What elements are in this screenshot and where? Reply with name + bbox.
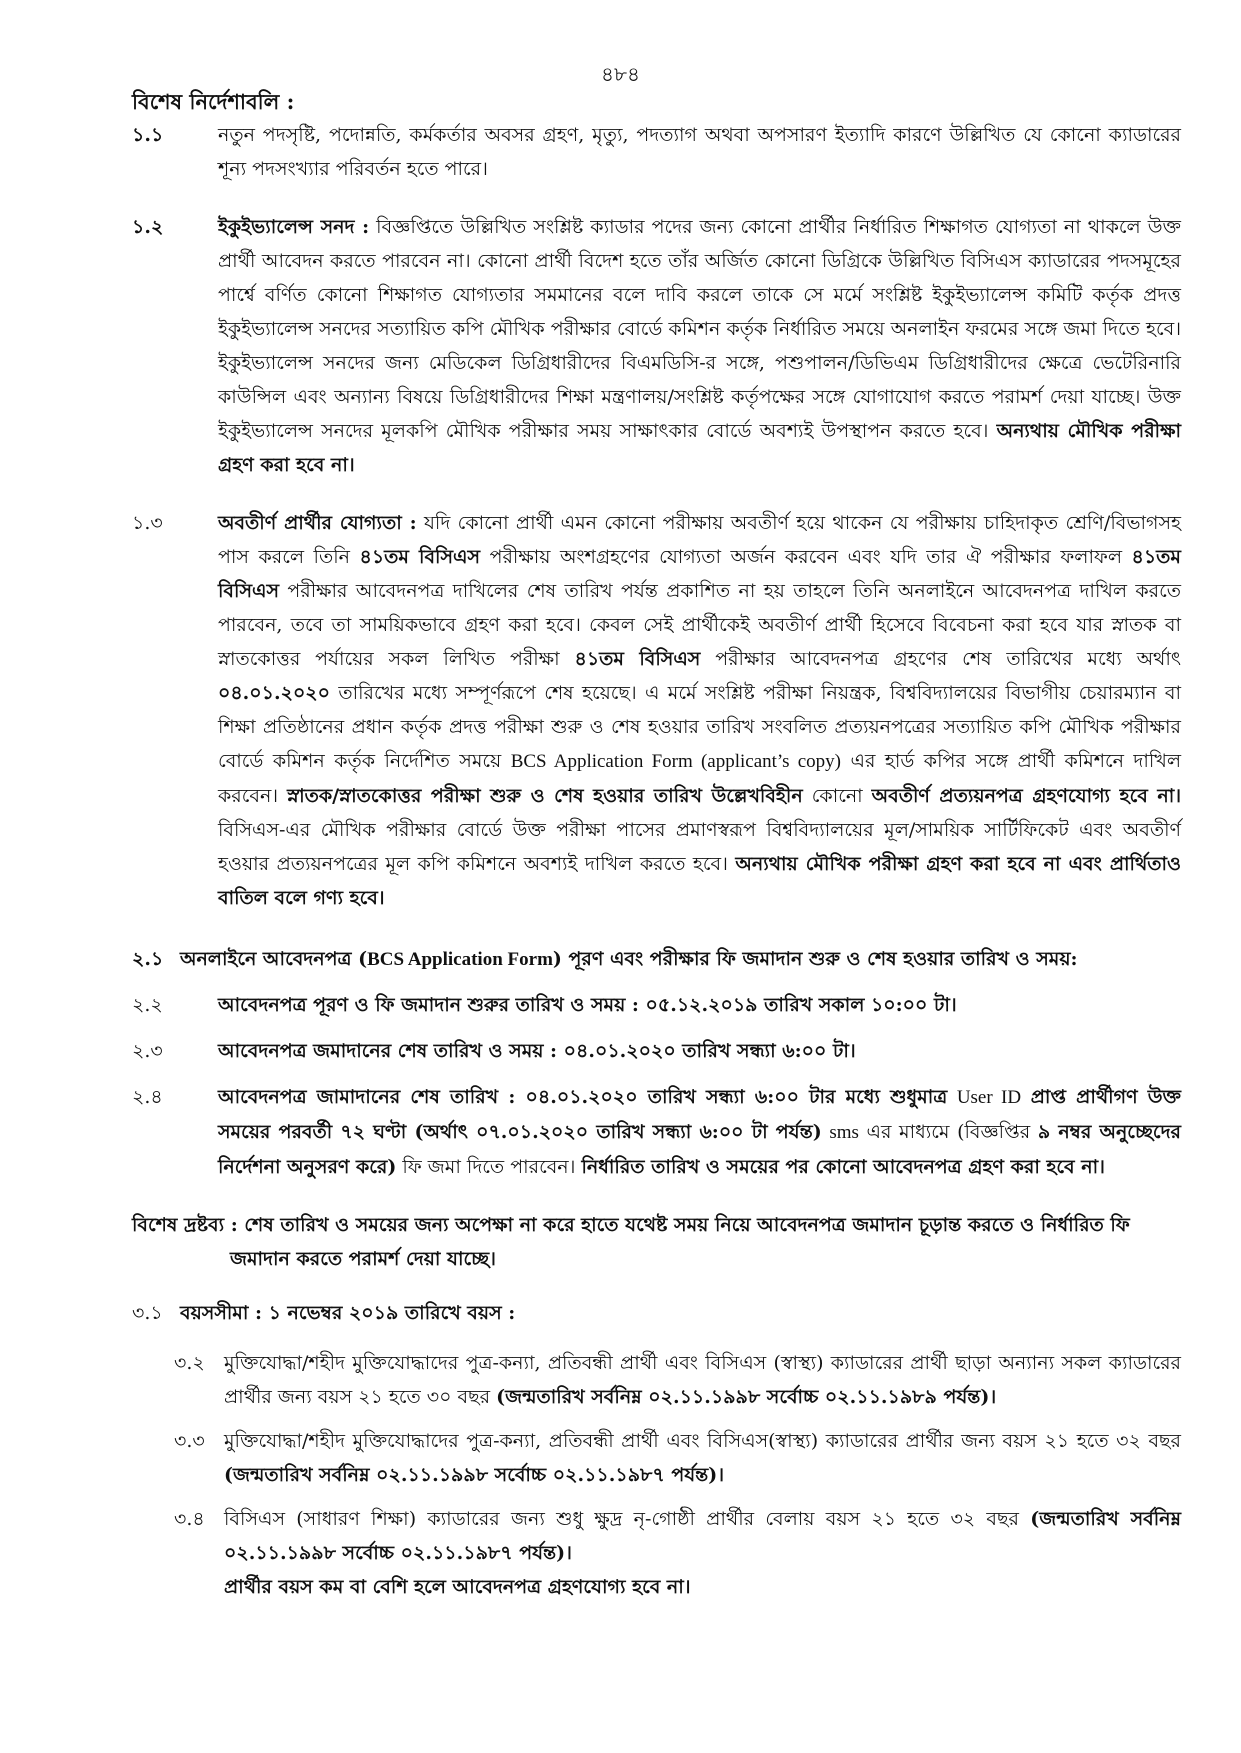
final-note: প্রার্থীর বয়স কম বা বেশি হলে আবেদনপত্র গ্রহণযোগ্য হবে না। — [224, 1576, 691, 1598]
text-bold: নির্ধারিত তারিখ ও সময়ের পর কোনো আবেদনপত্র গ্রহণ করা হবে না। — [581, 1156, 1105, 1178]
item-text — [218, 506, 1181, 915]
text-part: অনলাইনে আবেদনপত্র ( — [180, 948, 368, 970]
item-1-3 — [132, 506, 1181, 915]
text-part: তারিখের মধ্যে সম্পূর্ণরূপে শেষ হয়েছে। এ মর্মে সংশ্লিষ্ট পরীক্ষা নিয়ন্ত্রক, বিশ্ববিদ্যালয়ের বিভাগীয় চেয়ারম্যান বা শিক্ষা প্রতিষ্ঠানের প্রধান কর্তৃক প্রদত্ত পরীক্ষা শুরু ও শেষ হওয়ার তারিখ সংবলিত প্রত্যয়নপত্রের সত্যায়িত কপি মৌখিক পরীক্ষার বোর্ডে কমিশন কর্তৃক নির্দেশিত সময়ে — [218, 682, 1181, 772]
text-part: পরীক্ষার আবেদনপত্র দাখিলের শেষ তারিখ পর্যন্ত প্রকাশিত না হয় তাহলে তিনি অনলাইনে আবেদনপত্র দাখিল করতে পারবেন, তবে তা সাময়িকভাবে গ্রহণ করা হবে। কেবল সেই প্রার্থীকেই অবতীর্ণ প্রার্থী হিসেবে বিবেচনা করা হবে যার স্নাতক বা স্নাতকোত্তর পর্যায়ের সকল লিখিত পরীক্ষা — [218, 580, 1181, 670]
item-text: আবেদনপত্র পূরণ ও ফি জমাদান শুরুর তারিখ ও সময় : ০৫.১২.২০১৯ তারিখ সকাল ১০:০০ টা। — [218, 994, 957, 1016]
age-limit-title: বয়সসীমা : ১ নভেম্বর ২০১৯ তারিখে বয়স : — [180, 1302, 516, 1324]
item-1-1 — [132, 118, 1181, 186]
text-part: ফি জমা দিতে পারবেন। — [402, 1156, 576, 1178]
item-number: ১.৩ — [132, 512, 163, 534]
item-number: ১.১ — [132, 124, 164, 146]
text-part: বিসিএস-এর মৌখিক পরীক্ষার বোর্ডে উক্ত পরীক্ষা পাসের প্রমাণস্বরূপ বিশ্ববিদ্যালয়ের মূল/সাময়িক সার্টিফিকেট এবং অবতীর্ণ হওয়ার প্রত্যয়নপত্রের মূল কপি কমিশনে অবশ্যই দাখিল করতে হবে। — [218, 819, 1181, 875]
item-2-4 — [132, 1080, 1181, 1184]
note-text: শেষ তারিখ ও সময়ের জন্য অপেক্ষা না করে হাতে যথেষ্ট সময় নিয়ে আবেদনপত্র জমাদান চূড়ান্ত করতে ও নির্ধারিত ফি — [244, 1214, 1130, 1236]
item-text — [218, 210, 1181, 482]
text-bold: ৪১তম বিসিএস — [574, 648, 701, 670]
item-text — [224, 1346, 1181, 1414]
item-text — [224, 1424, 1181, 1492]
text-bold: আবেদনপত্র জামাদানের শেষ তারিখ : ০৪.০১.২০২০ তারিখ সন্ধ্যা ৬:০০ টার মধ্যে শুধুমাত্র — [218, 1086, 948, 1108]
item-2-2 — [132, 988, 1181, 1022]
text-bold: প্রাপ্ত প্রার্থীগণ উক্ত সময়ের পরবর্তী ৭২ ঘণ্টা (অর্থাৎ ০৭.০১.২০২০ তারিখ সন্ধ্যা ৬:০০ টা পর্যন্ত) — [218, 1086, 1181, 1143]
special-note — [132, 1208, 1181, 1276]
text-bold: অন্যথায় মৌখিক পরীক্ষা গ্রহণ করা হবে না এবং প্রার্থিতাও বাতিল বলে গণ্য হবে। — [218, 853, 1181, 909]
text-bold: ৯ নম্বর অনুচ্ছেদের নির্দেশনা অনুসরণ করে) — [218, 1121, 1181, 1178]
page-number: ৪৮৪ — [601, 62, 640, 86]
text-bold: (জন্মতারিখ সর্বনিম্ন ০২.১১.১৯৯৮ সর্বোচ্চ ০২.১১.১৯৮৭ পর্যন্ত)। — [224, 1508, 1181, 1564]
item-text — [180, 942, 1181, 977]
text-part: পরীক্ষার আবেদনপত্র গ্রহণের শেষ তারিখের মধ্যে অর্থাৎ — [715, 648, 1182, 670]
text-part: মুক্তিযোদ্ধা/শহীদ মুক্তিযোদ্ধাদের পুত্র-কন্যা, প্রতিবন্ধী প্রার্থী এবং বিসিএস (স্বাস্থ্য) ক্যাডারের প্রার্থী ছাড়া অন্যান্য সকল ক্যাডারের প্রার্থীর জন্য বয়স ২১ হতে ৩০ বছর — [224, 1352, 1181, 1408]
section-heading: বিশেষ নির্দেশাবলি : — [132, 89, 295, 114]
item-number: ৩.১ — [132, 1302, 163, 1324]
item-number: ১.২ — [132, 216, 164, 238]
item-3-4 — [174, 1502, 1181, 1604]
text-part: মুক্তিযোদ্ধা/শহীদ মুক্তিযোদ্ধাদের পুত্র-কন্যা, প্রতিবন্ধী প্রার্থী এবং বিসিএস(স্বাস্থ্য) ক্যাডারের প্রার্থীর জন্য বয়স ২১ হতে ৩২ বছর — [224, 1430, 1181, 1452]
text-part: ) পূরণ এবং পরীক্ষার ফি জমাদান শুরু ও শেষ হওয়ার তারিখ ও সময়: — [552, 948, 1078, 970]
text-bold: (জন্মতারিখ সর্বনিম্ন ০২.১১.১৯৯৮ সর্বোচ্চ ০২.১১.১৯৮৭ পর্যন্ত)। — [224, 1464, 725, 1486]
text-part: বিসিএস (সাধারণ শিক্ষা) ক্যাডারের জন্য শুধু ক্ষুদ্র নৃ-গোষ্ঠী প্রার্থীর বেলায় বয়স ২১ হতে ৩২ বছর — [224, 1508, 1019, 1530]
text-part: পরীক্ষায় অংশগ্রহণের যোগ্যতা অর্জন করবেন এবং যদি তার ঐ পরীক্ষার ফলাফল — [489, 546, 1122, 568]
item-tail: অন্যথায় মৌখিক পরীক্ষা গ্রহণ করা হবে না। — [218, 420, 1181, 476]
item-3-3 — [174, 1424, 1181, 1492]
text-part: এর হার্ড কপির সঙ্গে প্রার্থী কমিশনে দাখিল করবেন। — [218, 750, 1181, 807]
text-english: User ID — [956, 1087, 1022, 1108]
text-bold: ৪১তম বিসিএস — [359, 546, 481, 568]
item-3-1 — [132, 1296, 1181, 1330]
text-bold: (জন্মতারিখ সর্বনিম্ন ০২.১১.১৯৯৮ সর্বোচ্চ ০২.১১.১৯৮৯ পর্যন্ত)। — [496, 1386, 997, 1408]
item-1-2 — [132, 210, 1181, 482]
item-2-1 — [132, 942, 1181, 977]
item-2-3 — [132, 1034, 1181, 1068]
text-bold: স্নাতক/স্নাতকোত্তর পরীক্ষা শুরু ও শেষ হওয়ার তারিখ উল্লেখবিহীন — [287, 785, 803, 807]
item-number: ৩.৪ — [174, 1508, 205, 1530]
text-english: BCS Application Form — [367, 949, 553, 970]
item-number: ৩.৩ — [174, 1430, 205, 1452]
text-bold: ৪১তম বিসিএস — [218, 546, 1181, 602]
item-number: ২.৪ — [132, 1086, 163, 1108]
item-number: ২.১ — [132, 948, 164, 970]
note-text-continued: জমাদান করতে পরামর্শ দেয়া যাচ্ছে। — [230, 1248, 496, 1270]
text-english: sms — [829, 1122, 859, 1143]
text-part: এর মাধ্যমে (বিজ্ঞপ্তির — [866, 1121, 1031, 1143]
text-bold: ০৪.০১.২০২০ — [218, 682, 331, 704]
text-bold: অবতীর্ণ প্রত্যয়নপত্র গ্রহণযোগ্য হবে না। — [871, 785, 1182, 807]
item-number: ২.২ — [132, 994, 163, 1016]
item-3-2 — [174, 1346, 1181, 1414]
item-lead: ইকুইভ্যালেন্স সনদ : — [218, 216, 370, 238]
text-english: BCS Application Form (applicant’s copy) — [510, 751, 842, 772]
note-lead: বিশেষ দ্রষ্টব্য : — [132, 1214, 238, 1236]
item-text — [218, 1080, 1181, 1184]
item-text: আবেদনপত্র জমাদানের শেষ তারিখ ও সময় : ০৪.০১.২০২০ তারিখ সন্ধ্যা ৬:০০ টা। — [218, 1040, 856, 1062]
text-part: যদি কোনো প্রার্থী এমন কোনো পরীক্ষায় অবতীর্ণ হয়ে থাকেন যে পরীক্ষায় চাহিদাকৃত শ্রেণি/বিভাগসহ পাস করলে তিনি — [218, 512, 1181, 568]
item-lead: অবতীর্ণ প্রার্থীর যোগ্যতা : — [218, 512, 417, 534]
item-body: বিজ্ঞপ্তিতে উল্লিখিত সংশ্লিষ্ট ক্যাডার পদের জন্য কোনো প্রার্থীর নির্ধারিত শিক্ষাগত যোগ্যতা না থাকলে উক্ত প্রার্থী আবেদন করতে পারবেন না। কোনো প্রার্থী বিদেশ হতে তাঁর অর্জিত কোনো ডিগ্রিকে উল্লিখিত বিসিএস ক্যাডারের পদসমূহের পার্শ্বে বর্ণিত কোনো শিক্ষাগত যোগ্যতার সমমানের বলে দাবি করলে তাকে সে মর্মে সংশ্লিষ্ট ইকুইভ্যালেন্স কমিটি কর্তৃক প্রদত্ত ইকুইভ্যালেন্স সনদের সত্যায়িত কপি মৌখিক পরীক্ষার বোর্ডে কমিশন কর্তৃক নির্ধারিত সময়ে অনলাইন ফরমের সঙ্গে জমা দিতে হবে। ইকুইভ্যালেন্স সনদের জন্য মেডিকেল ডিগ্রিধারীদের বিএমডিসি-র সঙ্গে, পশুপালন/ডিভিএম ডিগ্রিধারীদের ক্ষেত্রে ভেটেরিনারি কাউন্সিল এবং অন্যান্য বিষয়ে ডিগ্রিধারীদের শিক্ষা মন্ত্রণালয়/সংশ্লিষ্ট কর্তৃপক্ষের সঙ্গে যোগাযোগ করতে পরামর্শ দেয়া যাচ্ছে। উক্ত ইকুইভ্যালেন্স সনদের মূলকপি মৌখিক পরীক্ষার সময় সাক্ষাৎকার বোর্ডে অবশ্যই উপস্থাপন করতে হবে। — [218, 216, 1181, 442]
item-text: নতুন পদসৃষ্টি, পদোন্নতি, কর্মকর্তার অবসর গ্রহণ, মৃত্যু, পদত্যাগ অথবা অপসারণ ইত্যাদি কারণে উল্লিখিত যে কোনো ক্যাডারের শূন্য পদসংখ্যার পরিবর্তন হতে পারে। — [218, 124, 1181, 180]
text-part: কোনো — [811, 785, 863, 807]
item-number: ৩.২ — [174, 1352, 205, 1374]
item-text — [224, 1502, 1181, 1604]
item-number: ২.৩ — [132, 1040, 163, 1062]
